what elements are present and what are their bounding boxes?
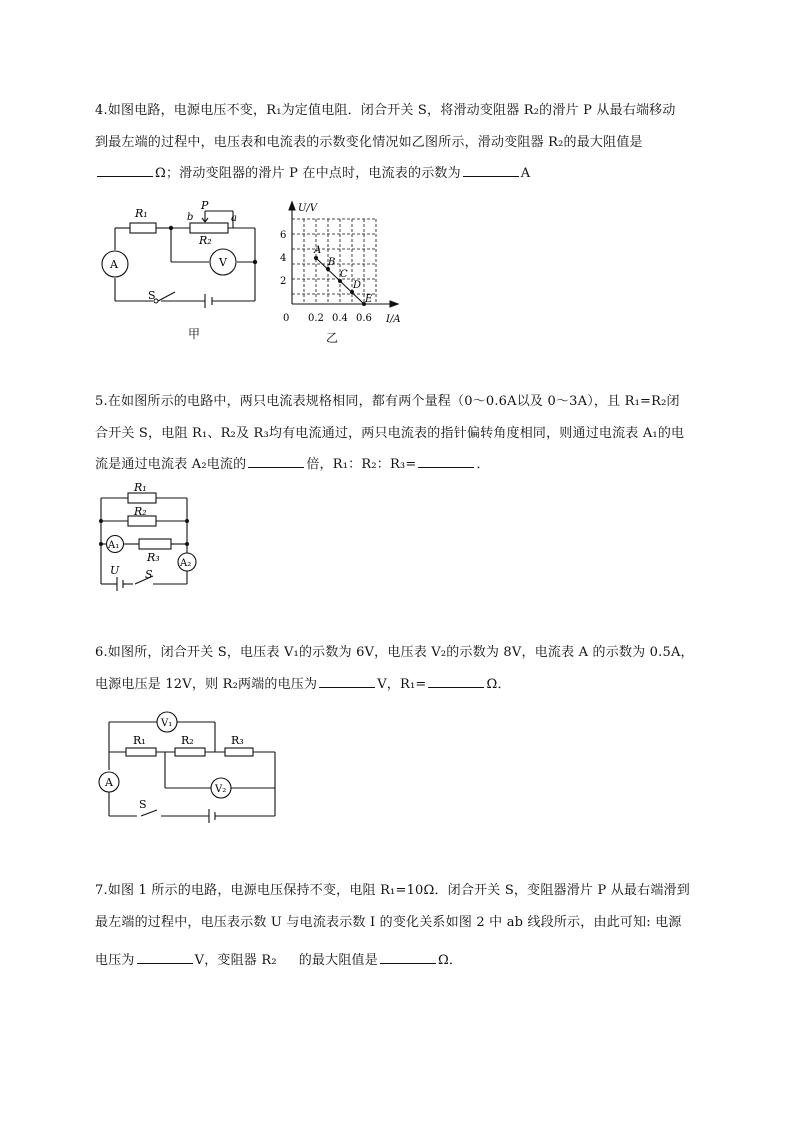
label-r3: R₃	[231, 734, 244, 747]
q7-line-2: 最左端的过程中，电压表示数 U 与电流表示数 I 的变化关系如图 2 中 ab 线段所示，由此可知: 电源	[95, 915, 682, 930]
ammeter-a1-label: A₁	[108, 540, 120, 551]
label-r1: R₁	[135, 207, 148, 220]
graph-x-label: I/A	[386, 314, 401, 325]
voltmeter-v2-label: V₂	[215, 784, 227, 795]
caption-yi: 乙	[326, 331, 339, 345]
ammeter-label: A	[105, 776, 113, 789]
q6-line-2: 电源电压是 12V，则 R₂两端的电压为 V，R₁= Ω．	[95, 669, 715, 701]
answer-blank[interactable]	[137, 950, 193, 964]
x-tick: 0.2	[308, 313, 324, 324]
y-tick: 2	[280, 276, 287, 287]
q6-line-1: 6.如图所，闭合开关 S，电压表 V₁的示数为 6V，电压表 V₂的示数为 8V，电流表 A 的示数为 0.5A，	[95, 645, 694, 660]
q5-line-3: 流是通过电流表 A₂电流的 倍，R₁：R₂：R₃= ．	[95, 449, 715, 481]
point-label: A	[314, 245, 322, 256]
y-tick: 6	[280, 230, 287, 241]
circuit-diagram-q5	[95, 478, 205, 600]
label-s: S	[139, 798, 147, 811]
q7-line-1: 7.如图 1 所示的电路，电源电压保持不变，电阻 R₁=10Ω．闭合开关 S，变阻器滑片 P 从最右端滑到	[95, 883, 690, 898]
voltmeter-label: V	[219, 256, 227, 269]
answer-blank[interactable]	[97, 163, 153, 177]
x-tick: 0.4	[332, 313, 348, 324]
q4-line-1: 4.如图电路，电源电压不变，R₁为定值电阻．闭合开关 S，将滑动变阻器 R₂的滑片 P 从最右端移动	[95, 103, 676, 118]
ammeter-label: A	[110, 258, 118, 271]
label-r2: R₂	[199, 234, 212, 247]
question-5-text	[95, 386, 715, 481]
answer-blank[interactable]	[428, 674, 484, 688]
q4-line-2: 到最左端的过程中，电压表和电流表的示数变化情况如乙图所示，滑动变阻器 R₂的最大阻值是	[95, 134, 643, 150]
answer-blank[interactable]	[418, 454, 474, 468]
voltmeter-v1-label: V₁	[161, 718, 173, 729]
label-r2: R₂	[181, 734, 194, 747]
caption-jia: 甲	[188, 327, 201, 341]
ammeter-a2-label: A₂	[180, 558, 192, 569]
answer-blank[interactable]	[319, 674, 375, 688]
circuit-diagram-q6	[95, 708, 285, 826]
label-u: U	[110, 564, 120, 577]
y-tick: 4	[280, 253, 287, 264]
answer-blank[interactable]	[463, 163, 519, 177]
label-r1: R₁	[133, 734, 146, 747]
q5-line-1: 5.在如图所示的电路中，两只电流表规格相同，都有两个量程（0～0.6A以及 0～3A），且 R₁=R₂闭	[95, 394, 680, 409]
x-tick: 0.6	[356, 313, 372, 324]
switch-label: S	[148, 289, 156, 302]
label-r3: R₃	[147, 551, 160, 564]
label-p: P	[201, 199, 209, 212]
q5-line-2: 合开关 S，电阻 R₁、R₂及 R₃均有电流通过，两只电流表的指针偏转角度相同，则通过电流表 A₁的电	[95, 425, 685, 441]
label-r2: R₂	[134, 505, 147, 518]
label-s: S	[145, 568, 153, 581]
graph-y-label: U/V	[298, 203, 318, 214]
label-a: a	[231, 213, 237, 224]
point-label: B	[328, 257, 336, 268]
point-label: E	[365, 294, 373, 305]
point-label: C	[340, 269, 348, 280]
q4-line-3: Ω；滑动变阻器的滑片 P 在中点时，电流表的示数为 A	[95, 158, 715, 190]
circuit-diagram-jia	[95, 198, 275, 328]
question-6-text	[95, 637, 715, 700]
answer-blank[interactable]	[380, 950, 436, 964]
question-7-text	[95, 875, 715, 977]
label-b: b	[187, 212, 194, 223]
point-label: D	[353, 280, 362, 291]
q7-line-3: 电压为 V，变阻器 R₂ 的最大阻值是 Ω．	[95, 945, 715, 977]
x-tick: 0	[283, 313, 290, 324]
u-i-graph-yi	[278, 198, 408, 328]
question-4-text	[95, 95, 715, 190]
label-r1: R₁	[134, 481, 147, 494]
answer-blank[interactable]	[248, 454, 304, 468]
